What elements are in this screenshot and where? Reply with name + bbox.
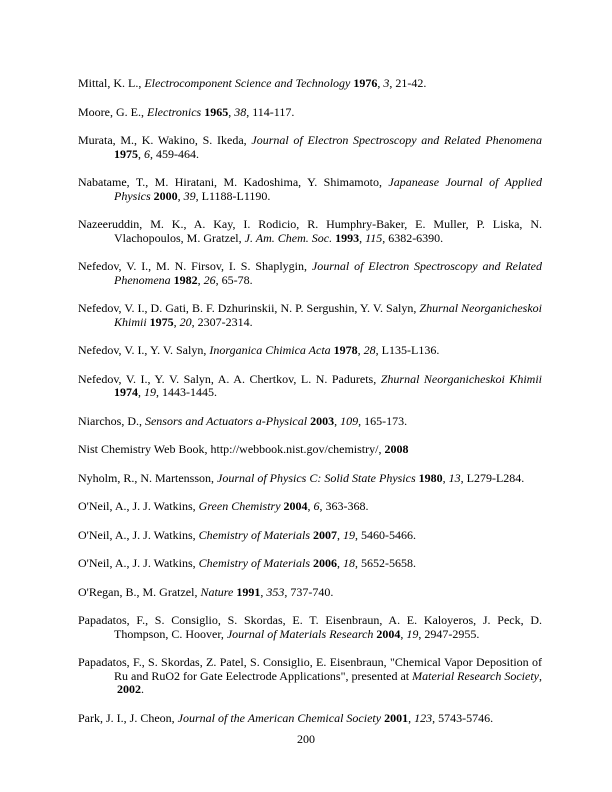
text-run: , 2947-2955. bbox=[418, 626, 480, 641]
text-run: , bbox=[138, 385, 144, 399]
text-run: 2004 bbox=[376, 626, 401, 641]
text-run: 2008 bbox=[384, 442, 409, 456]
text-run: 1974 bbox=[114, 385, 138, 399]
text-run: , 65-78. bbox=[215, 272, 253, 287]
text-run: , bbox=[442, 470, 449, 485]
text-run: 6 bbox=[144, 146, 150, 161]
text-run: 39 bbox=[183, 188, 196, 203]
reference-entry bbox=[78, 529, 542, 543]
reference-entry bbox=[78, 586, 542, 600]
text-run: , bbox=[400, 626, 407, 641]
text-run: , L135-L136. bbox=[375, 343, 440, 357]
reference-entry bbox=[78, 176, 542, 203]
text-run: 19 bbox=[342, 527, 355, 542]
text-run: , 6382-6390. bbox=[382, 230, 444, 245]
reference-entry bbox=[78, 415, 542, 429]
text-run: 353 bbox=[266, 584, 285, 599]
text-run: , L1188-L1190. bbox=[195, 188, 271, 203]
text-run: Nefedov, V. I., Y. V. Salyn, A. A. Chertkov, L. N. Padurets, bbox=[78, 371, 381, 386]
text-run: Electrocomponent Science and Technology bbox=[144, 76, 351, 90]
text-run: 2004 bbox=[283, 499, 308, 513]
text-run: , bbox=[359, 230, 366, 245]
reference-entry bbox=[78, 500, 542, 514]
text-run: . bbox=[141, 682, 144, 696]
reference-entry bbox=[78, 656, 542, 697]
text-run: 1975 bbox=[114, 146, 138, 161]
text-run: Park, J. I., J. Cheon, bbox=[78, 710, 178, 725]
text-run: , bbox=[357, 343, 364, 357]
text-run: Journal of Electron Spectroscopy and Related Phenomena bbox=[114, 259, 542, 287]
text-run: O'Neil, A., J. J. Watkins, bbox=[78, 527, 199, 542]
text-run: 28 bbox=[363, 343, 376, 357]
text-run: Zhurnal Neorganicheskoi Khimii bbox=[114, 301, 542, 329]
text-run: 3 bbox=[383, 76, 390, 90]
text-run: 19 bbox=[144, 385, 156, 399]
text-run: 1991 bbox=[236, 584, 261, 599]
text-run: 26 bbox=[203, 272, 216, 287]
text-run: Moore, G. E., bbox=[78, 104, 147, 119]
reference-entry bbox=[78, 218, 542, 245]
reference-entry bbox=[78, 557, 542, 571]
text-run: Japanease Journal of Applied Physics bbox=[114, 175, 543, 203]
text-run: 6 bbox=[313, 499, 320, 513]
text-run: 1976 bbox=[353, 76, 378, 90]
text-run: , bbox=[260, 584, 267, 599]
text-run: Journal of the American Chemical Society bbox=[177, 710, 382, 725]
text-run: Journal of Materials Research bbox=[226, 626, 374, 641]
text-run: , bbox=[336, 527, 343, 542]
text-run: Journal of Physics C: Solid State Physics bbox=[217, 470, 416, 485]
text-run: Material Research Society bbox=[412, 668, 539, 683]
text-run: , bbox=[114, 668, 542, 696]
reference-entry bbox=[78, 106, 542, 120]
reference-entry bbox=[78, 77, 542, 91]
text-run: Murata, M., K. Wakino, S. Ikeda, bbox=[78, 133, 252, 147]
text-run: , 5743-5746. bbox=[432, 710, 494, 725]
text-run: , 2307-2314. bbox=[191, 314, 253, 329]
text-run: , bbox=[228, 104, 235, 119]
text-run: 1982 bbox=[173, 272, 198, 287]
text-run: 115 bbox=[365, 230, 383, 245]
reference-entry bbox=[78, 614, 542, 641]
reference-entry bbox=[78, 472, 542, 486]
text-run: Mittal, K. L., bbox=[78, 76, 145, 90]
text-run: Nabatame, T., M. Hiratani, M. Kadoshima, Y. Shimamoto, bbox=[78, 175, 389, 189]
text-run: , bbox=[336, 556, 343, 570]
text-run: Chemistry of Materials bbox=[198, 527, 310, 542]
text-run: Inorganica Chimica Acta bbox=[209, 343, 331, 357]
text-run: 2000 bbox=[153, 188, 178, 203]
text-run: , 459-464. bbox=[150, 146, 199, 161]
text-run: Nefedov, V. I., M. N. Firsov, I. S. Shaplygin, bbox=[78, 259, 312, 273]
text-run: , 363-368. bbox=[319, 499, 369, 513]
text-run: Green Chemistry bbox=[198, 499, 281, 513]
text-run: 2006 bbox=[312, 556, 337, 570]
text-run: , bbox=[408, 710, 415, 725]
text-run: Nature bbox=[200, 584, 234, 599]
text-run: Journal of Electron Spectroscopy and Related Phenomena bbox=[251, 133, 542, 147]
text-run: , bbox=[138, 146, 144, 161]
text-run: 20 bbox=[179, 314, 192, 329]
reference-entry bbox=[78, 260, 542, 287]
text-run: , bbox=[334, 413, 341, 428]
text-run: Nefedov, V. I., D. Gati, B. F. Dzhurinskii, N. P. Sergushin, Y. V. Salyn, bbox=[78, 301, 420, 315]
reference-entry bbox=[78, 344, 542, 358]
text-run: 2001 bbox=[384, 710, 409, 725]
text-run: , bbox=[177, 188, 184, 203]
text-run: Niarchos, D., bbox=[78, 413, 145, 428]
text-run: Papadatos, F., S. Consiglio, S. Skordas, E. T. Eisenbraun, A. E. Kaloyeros, J. Peck, D. Thompson, C. Hoover, bbox=[78, 613, 542, 641]
text-run: Zhurnal Neorganicheskoi Khimii bbox=[380, 371, 542, 386]
text-run: , 21-42. bbox=[389, 76, 427, 90]
text-run: 1993 bbox=[335, 230, 360, 245]
text-run: Nist Chemistry Web Book, http://webbook.nist.gov/chemistry/, bbox=[78, 442, 385, 456]
text-run: 2002 bbox=[117, 682, 141, 696]
text-run: O'Neil, A., J. J. Watkins, bbox=[78, 556, 199, 570]
text-run: 18 bbox=[342, 556, 355, 570]
text-run: , 5460-5466. bbox=[354, 527, 416, 542]
text-run: 1980 bbox=[418, 470, 443, 485]
references-list bbox=[78, 77, 542, 725]
reference-entry bbox=[78, 302, 542, 329]
text-run: , L279-L284. bbox=[460, 470, 525, 485]
text-run: , 1443-1445. bbox=[156, 385, 217, 399]
text-run: , 5652-5658. bbox=[354, 556, 416, 570]
text-run: Nyholm, R., N. Martensson, bbox=[78, 470, 217, 485]
text-run: 1965 bbox=[204, 104, 229, 119]
text-run: Nazeeruddin, M. K., A. Kay, I. Rodicio, R. Humphry-Baker, E. Muller, P. Liska, N. Vlachopoulos, M. Gratzel, bbox=[78, 217, 542, 245]
reference-entry bbox=[78, 373, 542, 400]
text-run: 109 bbox=[340, 413, 359, 428]
text-run: Papadatos, F., S. Skordas, Z. Patel, S. Consiglio, E. Eisenbraun, "Chemical Vapor Deposition of Ru and RuO2 for Gate Eelectrode Applications", presented at bbox=[78, 655, 542, 683]
text-run: , bbox=[173, 314, 180, 329]
text-run: 2003 bbox=[310, 413, 335, 428]
text-run: 1978 bbox=[333, 343, 358, 357]
text-run: , bbox=[197, 272, 204, 287]
text-run: 123 bbox=[414, 710, 433, 725]
text-run: 19 bbox=[406, 626, 419, 641]
text-run: , bbox=[377, 76, 384, 90]
reference-entry bbox=[78, 443, 542, 457]
text-run: O'Regan, B., M. Gratzel, bbox=[78, 584, 201, 599]
reference-entry bbox=[78, 134, 542, 161]
text-run: 2007 bbox=[312, 527, 337, 542]
text-run: Chemistry of Materials bbox=[198, 556, 310, 570]
text-run: 38 bbox=[234, 104, 247, 119]
text-run: , 114-117. bbox=[246, 104, 295, 119]
page-number: 200 bbox=[297, 732, 315, 746]
text-run: , bbox=[307, 499, 314, 513]
text-run: , 737-740. bbox=[284, 584, 334, 599]
text-run: Sensors and Actuators a-Physical bbox=[144, 413, 308, 428]
text-run: 13 bbox=[448, 470, 461, 485]
text-run: J. Am. Chem. Soc. bbox=[244, 230, 333, 245]
text-run: Electronics bbox=[147, 104, 202, 119]
text-run: , 165-173. bbox=[358, 413, 408, 428]
text-run: O'Neil, A., J. J. Watkins, bbox=[78, 499, 199, 513]
text-run: 1975 bbox=[149, 314, 174, 329]
text-run: Nefedov, V. I., Y. V. Salyn, bbox=[78, 343, 210, 357]
reference-entry bbox=[78, 712, 542, 726]
